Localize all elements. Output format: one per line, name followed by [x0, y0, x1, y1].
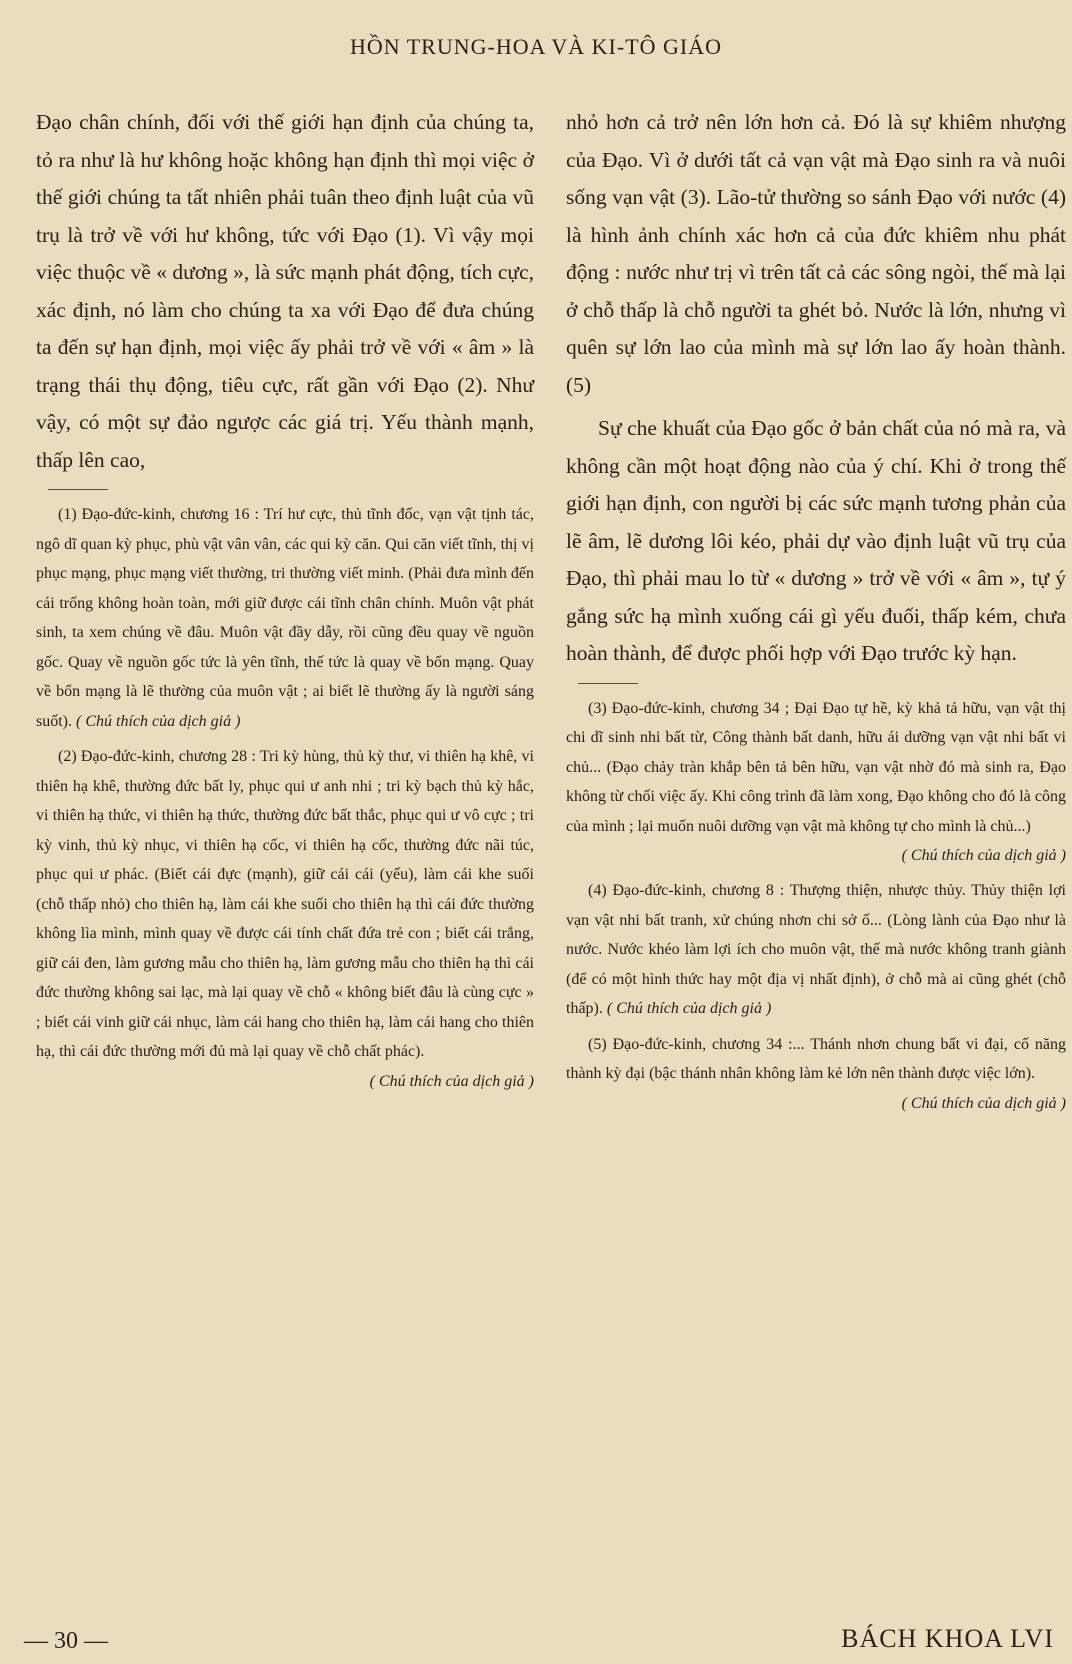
footnote-2-text: (2) Đạo-đức-kinh, chương 28 : Tri kỳ hùng, thủ kỳ thư, vi thiên hạ khê, vi thiên hạ khê, thường đức bất ly, phục qui ư anh nhi ; tri kỳ bạch thủ kỳ hắc, vi thiên hạ thức, vi thiên hạ thức, thường đức bất thắc, phục qui ư vô cực ; tri kỳ vinh, thủ kỳ nhục, vi thiên hạ cốc, vi thiên hạ cốc, thường đức nãi túc, phục qui ư phác. (Biết cái đực (mạnh), giữ cái cái (yếu), làm cái khe suối (chỗ thấp nhỏ) cho thiên hạ, làm cái khe suối cho thiên hạ thì cái đức thường không lìa mình, mình quay về được cái tính chất đứa trẻ con ; biết cái trắng, giữ cái đen, làm gương mẫu cho thiên hạ, làm gương mẫu cho thiên hạ thì cái đức thường không sai lạc, mà lại quay về chỗ « không biết đâu là cùng cực » ; biết cái vinh giữ cái nhục, làm cái hang cho thiên hạ, làm cái hang cho thiên hạ, thì cái đức thường mới đủ mà lại quay về chỗ chất phác).: [36, 748, 534, 1060]
footnote-1-text: (1) Đạo-đức-kinh, chương 16 : Trí hư cực, thủ tĩnh đốc, vạn vật tịnh tác, ngô dĩ quan kỳ phục, phù vật vân vân, các qui kỳ căn. Qui căn viết tĩnh, thị vị phục mạng, phục mạng viết thường, tri thường viết minh. (Phải đưa mình đến cái trống không hoàn toàn, mới giữ được cái tĩnh chân chính. Muôn vật phát sinh, ta xem chúng về đâu. Muôn vật đầy dẫy, rồi cũng đều quay về nguồn gốc. Quay về nguồn gốc tức là yên tĩnh, thế tức là quay về bổn mạng. Quay về bổn mạng là lẽ thường của muôn vật ; ai biết lẽ thường ấy là người sáng suốt).: [36, 506, 534, 730]
footnote-3-text: (3) Đạo-đức-kinh, chương 34 ; Đại Đạo tự hề, kỳ khả tả hữu, vạn vật thị chi dĩ sinh nhi bất từ, Công thành bất danh, hữu ái dưỡng vạn vật nhi bất vi chủ... (Đạo chảy tràn khắp bên tả bên hữu, vạn vật nhờ đó mà sinh ra, Đạo không từ chối việc ấy. Khi công trình đã làm xong, Đạo không cho đó là công của mình ; lại muốn nuôi dưỡng vạn vật mà không tự cho mình là chủ...): [566, 699, 1066, 835]
footnote-5-text: (5) Đạo-đức-kinh, chương 34 :... Thánh nhơn chung bất vi đại, cố năng thành kỳ đại (bậc thánh nhân không làm kẻ lớn nên thành được việc lớn).: [566, 1035, 1066, 1082]
footnote-3-credit: ( Chú thích của dịch giả ): [901, 847, 1066, 864]
running-header: HỒN TRUNG-HOA VÀ KI-TÔ GIÁO: [349, 34, 723, 59]
right-body-paragraph-2: Sự che khuất của Đạo gốc ở bản chất của nó mà ra, và không cần một hoạt động nào của ý chí. Khi ở trong thế giới hạn định, con người bị các sức mạnh tương phản của lẽ âm, lẽ dương lôi kéo, phải dự vào định luật vũ trụ của Đạo, thì phải mau lo từ « dương » trở về với « âm », tự ý gắng sức hạ mình xuống cái gì yếu đuối, thấp kém, chưa hoàn thành, để được phối hợp với Đạo trước kỳ hạn.: [566, 416, 1066, 665]
footnote-4: [566, 876, 1066, 1024]
publication-name: BÁCH KHOA LVI: [841, 1624, 1054, 1653]
left-column: [36, 104, 534, 1102]
right-column: [566, 104, 1066, 1124]
footnote-1-credit: ( Chú thích của dịch giả ): [76, 712, 241, 730]
footnote-divider: [578, 683, 638, 684]
footnote-2-credit: ( Chú thích của dịch giả ): [369, 1072, 534, 1090]
right-body-paragraph-1: nhỏ hơn cả trở nên lớn hơn cả. Đó là sự khiêm nhượng của Đạo. Vì ở dưới tất cả vạn vật mà Đạo sinh ra và nuôi sống vạn vật (3). Lão-tử thường so sánh Đạo với nước (4) là hình ảnh chính xác hơn cả của đức khiêm nhu phát động : nước như trị vì trên tất cả các sông ngòi, thế mà lại ở chỗ thấp là chỗ người ta ghét bỏ. Nước là lớn, nhưng vì quên sự lớn lao của mình mà sự lớn lao ấy hoàn thành. (5): [566, 110, 1066, 397]
footnote-4-credit: ( Chú thích của dịch giả ): [606, 1000, 772, 1017]
footnote-5-credit: ( Chú thích của dịch giả ): [901, 1094, 1066, 1112]
footnote-divider: [48, 489, 108, 490]
footnote-5: [566, 1030, 1066, 1118]
footnote-2: [36, 742, 534, 1096]
page-number: — 30 —: [24, 1628, 108, 1654]
left-body-paragraph: Đạo chân chính, đối với thế giới hạn định của chúng ta, tỏ ra như là hư không hoặc không hạn định thì mọi việc ở thế giới chúng ta tất nhiên phải tuân theo định luật của vũ trụ là trở về với hư không, tức với Đạo (1). Vì vậy mọi việc thuộc về « dương », là sức mạnh phát động, tích cực, xác định, nó làm cho chúng ta xa với Đạo để đưa chúng ta đến sự hạn định, mọi việc ấy phải trở về với « âm » là trạng thái thụ động, tiêu cực, rất gần với Đạo (2). Như vậy, có một sự đảo ngược các giá trị. Yếu thành mạnh, thấp lên cao,: [36, 110, 534, 472]
footnote-3: [566, 694, 1066, 871]
footnote-1: [36, 500, 534, 736]
footnote-4-text: (4) Đạo-đức-kinh, chương 8 : Thượng thiện, nhược thủy. Thủy thiện lợi vạn vật nhi bất tranh, xử chúng nhơn chi sở ố... (Lòng lành của Đạo như là nước. Nước khéo làm lợi ích cho muôn vật, thế mà nước không tranh giành (để có một hình thức hay một địa vị nhất định), ở chỗ mà ai cũng ghét (chỗ thấp).: [566, 882, 1066, 1017]
